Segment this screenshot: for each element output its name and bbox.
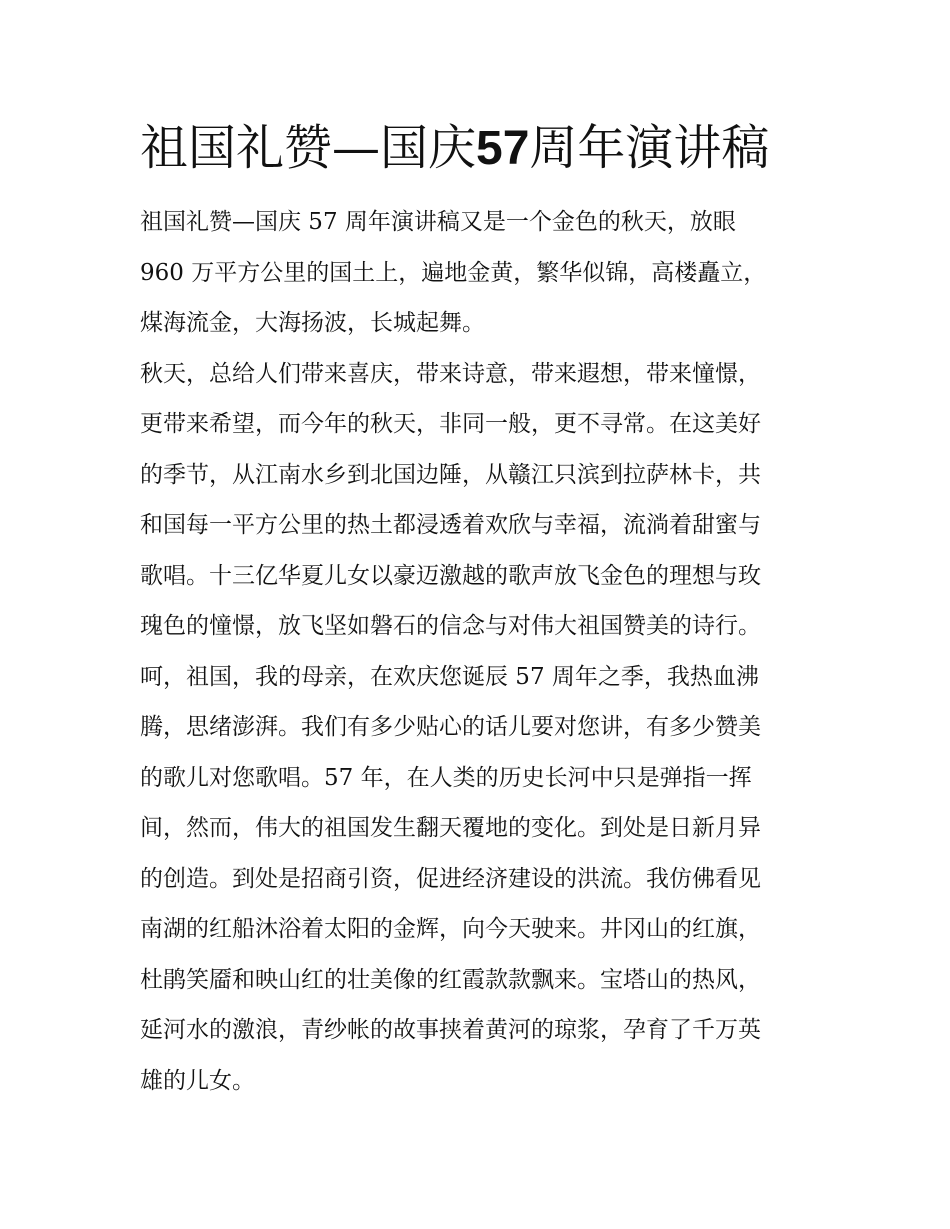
text-line-17: 延河水的激浪，青纱帐的故事挟着黄河的琼浆，孕育了千万英 bbox=[140, 1017, 761, 1043]
text-line-9: 瑰色的憧憬，放飞坚如磐石的信念与对伟大祖国赞美的诗行。 bbox=[140, 613, 761, 639]
text-line-14: 的创造。到处是招商引资，促进经济建设的洪流。我仿佛看见 bbox=[140, 865, 761, 892]
text-line-16: 杜鹃笑靥和映山红的壮美像的红霞款款飘来。宝塔山的热风， bbox=[140, 966, 761, 993]
title-text-pre: 祖国礼赞—国庆 bbox=[140, 120, 477, 176]
text-line-2: 960 万平方公里的国土上，遍地金黄，繁华似锦，高楼矗立， bbox=[140, 259, 767, 286]
text-line-1: 祖国礼赞—国庆 57 周年演讲稿又是一个金色的秋天，放眼 bbox=[140, 209, 736, 235]
text-line-5: 更带来希望，而今年的秋天，非同一般，更不寻常。在这美好 bbox=[140, 411, 761, 437]
title-text-post: 周年演讲稿 bbox=[529, 120, 770, 176]
text-line-15: 南湖的红船沐浴着太阳的金辉，向今天驶来。井冈山的红旗， bbox=[140, 916, 761, 942]
text-line-12: 的歌儿对您歌唱。57 年，在人类的历史长河中只是弹指一挥 bbox=[140, 764, 752, 791]
text-line-6: 的季节，从江南水乡到北国边陲，从赣江只滨到拉萨林卡，共 bbox=[140, 461, 761, 488]
text-line-3: 煤海流金，大海扬波，长城起舞。 bbox=[140, 310, 485, 336]
title-number: 57 bbox=[476, 122, 530, 175]
document-body bbox=[140, 197, 820, 1106]
text-line-8: 歌唱。十三亿华夏儿女以豪迈激越的歌声放飞金色的理想与玫 bbox=[140, 562, 761, 589]
text-line-10: 呵，祖国，我的母亲，在欢庆您诞辰 57 周年之季，我热血沸 bbox=[140, 663, 759, 690]
text-line-4: 秋天，总给人们带来喜庆，带来诗意，带来遐想，带来憧憬， bbox=[140, 360, 761, 387]
text-line-11: 腾，思绪澎湃。我们有多少贴心的话儿要对您讲，有多少赞美 bbox=[140, 714, 761, 740]
document-title bbox=[140, 118, 840, 179]
text-line-13: 间，然而，伟大的祖国发生翻天覆地的变化。到处是日新月异 bbox=[140, 815, 761, 841]
text-line-7: 和国每一平方公里的热土都浸透着欢欣与幸福，流淌着甜蜜与 bbox=[140, 512, 761, 538]
text-line-18: 雄的儿女。 bbox=[140, 1067, 255, 1094]
